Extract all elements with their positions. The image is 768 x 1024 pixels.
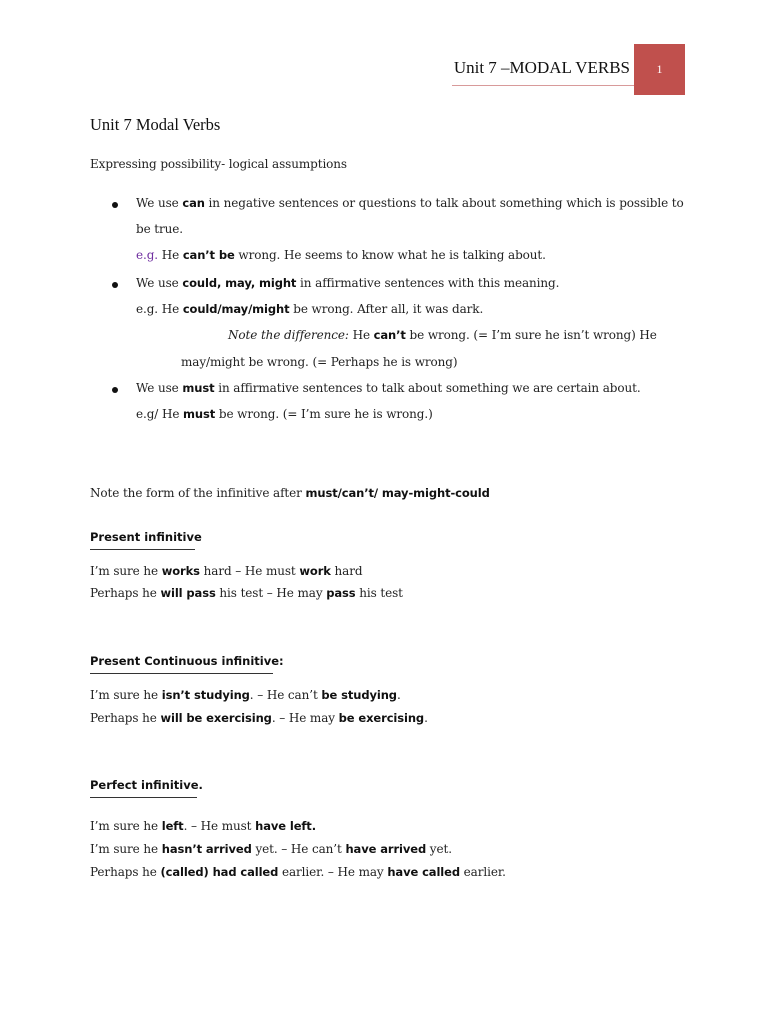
present-example-2: Perhaps he will pass his test – He may pass his test <box>90 586 403 600</box>
present-example-1: I’m sure he works hard – He must work hard <box>90 564 363 578</box>
page-number-badge <box>634 44 685 95</box>
continuous-example-2: Perhaps he will be exercising. – He may be exercising. <box>90 711 428 725</box>
continuous-example-1: I’m sure he isn’t studying. – He can’t be studying. <box>90 688 401 702</box>
bullet-can-line1: We use can in negative sentences or questions to talk about something which is possible to <box>136 196 684 210</box>
example-could-may-might: e.g. He could/may/might be wrong. After all, it was dark. <box>136 302 484 316</box>
perfect-example-1: I’m sure he left. – He must have left. <box>90 819 316 833</box>
bullet-marker <box>112 387 118 393</box>
heading-present-infinitive: Present infinitive <box>90 526 202 545</box>
note-difference-line1: Note the difference: He can’t be wrong. (= I’m sure he isn’t wrong) He <box>228 328 657 342</box>
document-title: Unit 7 Modal Verbs <box>90 115 221 134</box>
bullet-must: We use must in affirmative sentences to talk about something we are certain about. <box>136 381 641 395</box>
heading-present-continuous-infinitive: Present Continuous infinitive: <box>90 650 284 669</box>
note-difference-line2: may/might be wrong. (= Perhaps he is wrong) <box>181 355 458 369</box>
bullet-marker <box>112 202 118 208</box>
bullet-can-line2: be true. <box>136 222 184 236</box>
section-subtitle: Expressing possibility- logical assumptions <box>90 157 347 171</box>
header-rule <box>452 85 634 86</box>
bullet-could-may-might: We use could, may, might in affirmative sentences with this meaning. <box>136 276 560 290</box>
heading-perfect-infinitive: Perfect infinitive. <box>90 774 203 793</box>
example-cant-be: e.g. He can’t be wrong. He seems to know what he is talking about. <box>136 248 546 262</box>
perfect-example-2: I’m sure he hasn’t arrived yet. – He can’t have arrived yet. <box>90 842 452 856</box>
infinitive-form-note: Note the form of the infinitive after must/can’t/ may-might-could <box>90 486 490 500</box>
header-title: Unit 7 –MODAL VERBS <box>453 58 630 77</box>
bullet-marker <box>112 282 118 288</box>
page-number: 1 <box>656 62 663 76</box>
example-must: e.g/ He must be wrong. (= I’m sure he is wrong.) <box>136 407 433 421</box>
perfect-example-3: Perhaps he (called) had called earlier. – He may have called earlier. <box>90 865 506 879</box>
